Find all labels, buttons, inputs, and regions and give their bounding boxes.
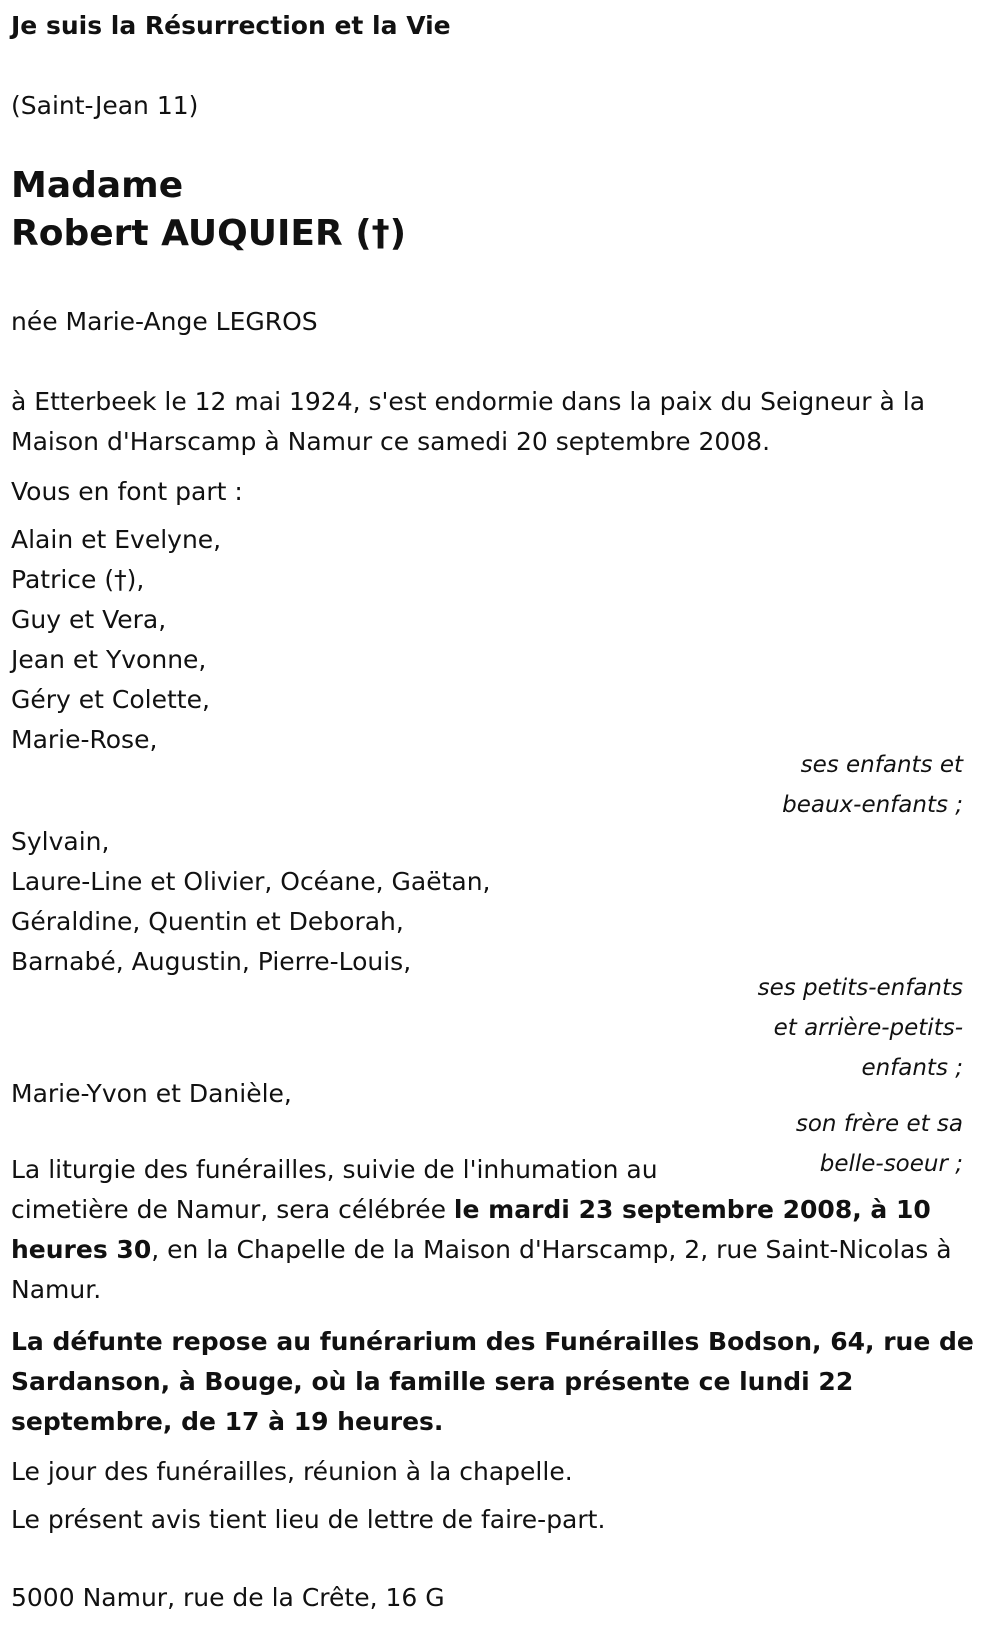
deceased-title: Madame <box>11 165 184 206</box>
death-announcement: à Etterbeek le 12 mai 1924, s'est endormie dans la paix du Seigneur à la Maison d'Harscamp à Namur ce samedi 20 septembre 2008. <box>11 387 926 456</box>
list-item: Jean et Yvonne, <box>11 645 207 674</box>
children-relation <box>743 745 963 825</box>
family-address: 5000 Namur, rue de la Crête, 16 G <box>11 1583 445 1612</box>
list-item: Sylvain, <box>11 827 110 856</box>
relation-line: ses enfants et <box>800 752 963 778</box>
grandchildren-relation <box>733 968 963 1088</box>
grandchildren-list <box>11 822 491 982</box>
list-item: Marie-Rose, <box>11 725 158 754</box>
relation-line: enfants ; <box>861 1055 963 1081</box>
liturgy-location: , en la Chapelle de la Maison d'Harscamp, 2, rue Saint-Nicolas à Namur. <box>11 1235 952 1304</box>
liturgy-text: cimetière de Namur, sera célébrée <box>11 1195 454 1224</box>
list-item: Alain et Evelyne, <box>11 525 222 554</box>
liturgy-paragraph <box>11 1150 986 1310</box>
list-item: Géraldine, Quentin et Deborah, <box>11 907 404 936</box>
list-item: Barnabé, Augustin, Pierre-Louis, <box>11 947 412 976</box>
list-item: Marie-Yvon et Danièle, <box>11 1079 292 1108</box>
maiden-name: née Marie-Ange LEGROS <box>11 307 318 336</box>
announcers-heading: Vous en font part : <box>11 477 243 506</box>
scripture-reference: (Saint-Jean 11) <box>11 91 199 120</box>
list-item: Guy et Vera, <box>11 605 167 634</box>
list-item: Géry et Colette, <box>11 685 210 714</box>
relation-line: son frère et sa <box>795 1111 963 1137</box>
list-item: Laure-Line et Olivier, Océane, Gaëtan, <box>11 867 491 896</box>
reunion-notice: Le jour des funérailles, réunion à la chapelle. <box>11 1457 573 1486</box>
epigraph: Je suis la Résurrection et la Vie <box>11 11 451 40</box>
funerarium-paragraph: La défunte repose au funérarium des Funérailles Bodson, 64, rue de Sardanson, à Bouge, où la famille sera présente ce lundi 22 septembre, de 17 à 19 heures. <box>11 1327 974 1436</box>
relation-line: belle-soeur ; <box>819 1151 963 1177</box>
relation-line: ses petits-enfants <box>757 975 963 1001</box>
deceased-full-name: Robert AUQUIER (†) <box>11 213 407 254</box>
relation-line: et arrière-petits- <box>773 1015 963 1041</box>
relation-line: beaux-enfants ; <box>782 792 963 818</box>
deceased-name <box>11 162 406 258</box>
liturgy-line-1: La liturgie des funérailles, suivie de l'inhumation au <box>11 1155 658 1184</box>
children-list <box>11 520 221 760</box>
siblings-list <box>11 1074 292 1114</box>
list-item: Patrice (†), <box>11 565 145 594</box>
faire-part-notice: Le présent avis tient lieu de lettre de faire-part. <box>11 1505 606 1534</box>
liturgy-date-time: le mardi 23 septembre 2008, à 10 heures 30 <box>11 1195 931 1264</box>
